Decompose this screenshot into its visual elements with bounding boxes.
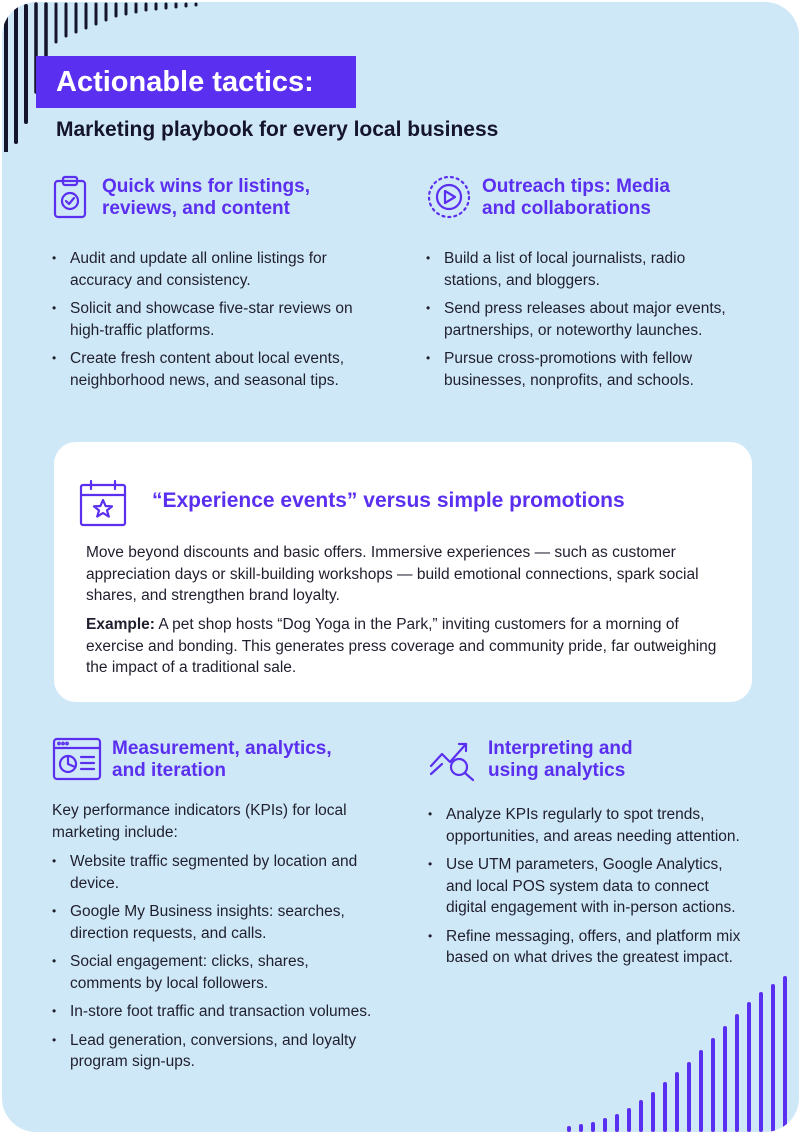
measurement-intro: Key performance indicators (KPIs) for local marketing include: [52,802,347,841]
clipboard-check-icon [52,174,92,220]
example-label: Example: [86,616,155,633]
list-item: • Use UTM parameters, Google Analytics, and local POS system data to connect digital engagement with in-person actions. [428,854,748,919]
page-title: Actionable tactics: [36,56,356,108]
list-item: • Pursue cross-promotions with fellow businesses, nonprofits, and schools. [426,348,746,391]
example-text: A pet shop hosts “Dog Yoga in the Park,” inviting customers for a morning of exercise and bonding. This generates press coverage and community pride, far outweighing the impact of a traditional sale. [86,616,717,676]
card-body: Move beyond discounts and basic offers. Immersive experiences — such as customer appreciation days or skill-building workshops — build emotional connections, spark social shares, and strengthen brand loyalty. [86,544,699,604]
list-item: • Build a list of local journalists, radio stations, and bloggers. [426,248,746,291]
analytics-list [428,804,748,969]
calendar-star-icon [78,478,128,528]
list-item: • Audit and update all online listings for accuracy and consistency. [52,248,372,291]
decorative-stripes-bottom-right [559,972,799,1132]
kpi-list [52,851,382,1073]
quick-wins-list [52,248,372,391]
card-example [86,614,726,679]
list-item: • Create fresh content about local events, neighborhood news, and seasonal tips. [52,348,372,391]
list-item: • Solicit and showcase five-star reviews on high-traffic platforms. [52,298,372,341]
section-title: Outreach tips: Media and collaborations [482,176,670,219]
section-quick-wins [52,174,372,398]
list-item: • In-store foot traffic and transaction volumes. [52,1001,382,1023]
list-item: • Refine messaging, offers, and platform mix based on what drives the greatest impact. [428,926,748,969]
section-interpreting [428,736,748,976]
list-item: • Website traffic segmented by location and device. [52,851,382,894]
card-title: “Experience events” versus simple promotions [152,489,625,512]
section-measurement [52,736,382,1080]
list-item: • Analyze KPIs regularly to spot trends, opportunities, and areas needing attention. [428,804,748,847]
experience-events-card [54,442,752,702]
list-item: • Google My Business insights: searches, direction requests, and calls. [52,901,382,944]
trend-magnifier-icon [428,736,478,782]
section-title: Quick wins for listings, reviews, and content [102,176,310,219]
analytics-dashboard-icon [52,736,102,782]
list-item: • Social engagement: clicks, shares, comments by local followers. [52,951,382,994]
section-title: Measurement, analytics, and iteration [112,738,332,781]
section-title: Interpreting and using analytics [488,738,633,781]
list-item: • Send press releases about major events, partnerships, or noteworthy launches. [426,298,746,341]
list-item: • Lead generation, conversions, and loyalty program sign-ups. [52,1030,382,1073]
outreach-list [426,248,746,391]
page-subtitle: Marketing playbook for every local business [56,118,499,141]
section-outreach [426,174,746,398]
playbook-page [2,2,799,1132]
play-circle-icon [426,174,472,220]
